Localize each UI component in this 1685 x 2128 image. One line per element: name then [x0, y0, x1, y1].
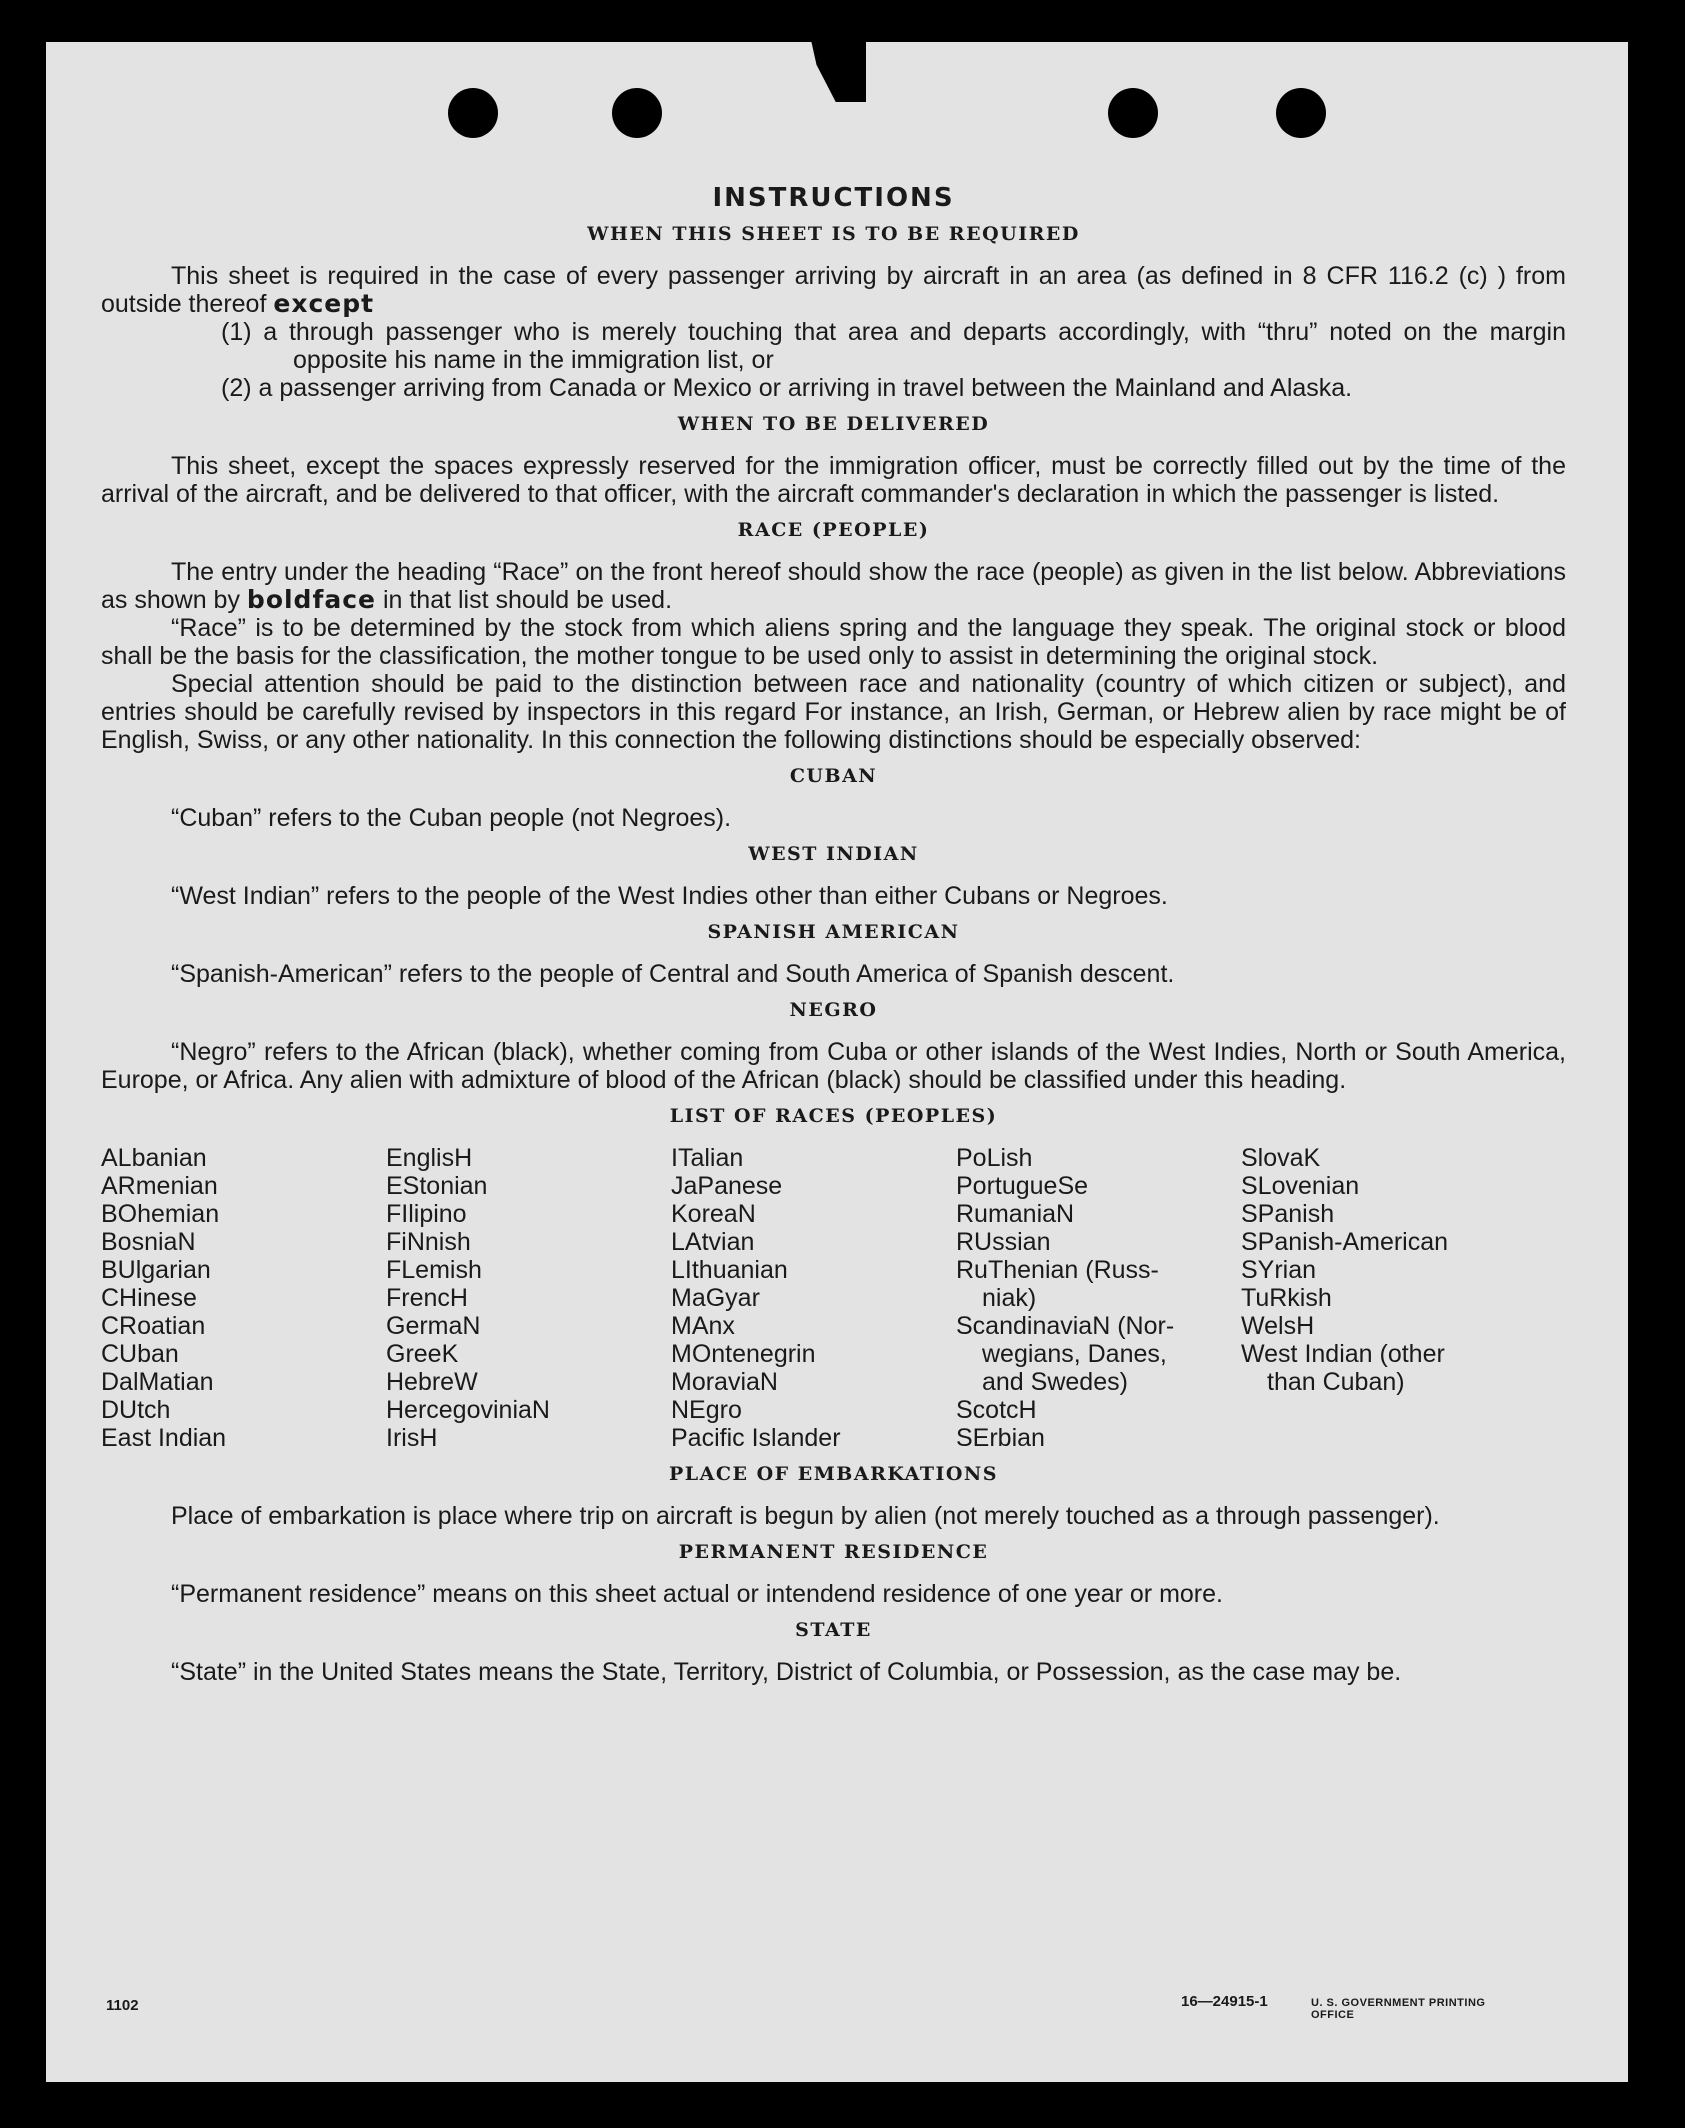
- paragraph: The entry under the heading “Race” on the front hereof should show the race (people) as given in the list below. Abbreviations as shown by boldface in that list should be used.: [101, 558, 1566, 614]
- race-item: BUlgarian: [101, 1256, 211, 1284]
- races-column: [956, 1144, 1241, 1452]
- race-item: ALbanian: [101, 1144, 207, 1172]
- section-heading: PLACE OF EMBARKATIONS: [669, 1463, 998, 1485]
- race-item: SPanish: [1241, 1200, 1335, 1228]
- race-item: East Indian: [101, 1424, 227, 1452]
- punch-hole: [448, 88, 498, 138]
- section-heading: WHEN TO BE DELIVERED: [677, 413, 990, 435]
- paragraph: “Permanent residence” means on this sheet actual or intendend residence of one year or more.: [171, 1580, 1223, 1608]
- race-item: NEgro: [671, 1396, 742, 1424]
- print-code: 16—24915-1: [1181, 1993, 1268, 2010]
- race-item: LAtvian: [671, 1228, 755, 1256]
- race-item: RuThenian (Russ-: [956, 1256, 1159, 1284]
- races-column: [1241, 1144, 1526, 1452]
- race-item: CUban: [101, 1340, 179, 1368]
- race-item: ScandinaviaN (Nor-: [956, 1312, 1175, 1340]
- race-item: EStonian: [386, 1172, 488, 1200]
- race-item: DalMatian: [101, 1368, 214, 1396]
- punch-hole: [1276, 88, 1326, 138]
- race-item: FiNnish: [386, 1228, 471, 1256]
- punch-hole: [612, 88, 662, 138]
- paragraph: This sheet, except the spaces expressly reserved for the immigration officer, must be correctly filled out by the time of the arrival of the aircraft, and be delivered to that officer, with the aircraft commander's declaration in which the passenger is listed.: [101, 452, 1566, 508]
- race-item: ITalian: [671, 1144, 744, 1172]
- race-item: FrencH: [386, 1284, 468, 1312]
- printer-imprint: U. S. GOVERNMENT PRINTING OFFICE: [1311, 1997, 1486, 2021]
- race-item: GreeK: [386, 1340, 459, 1368]
- paragraph: “Negro” refers to the African (black), whether coming from Cuba or other islands of the West Indies, North or South America, Europe, or Africa. Any alien with admixture of blood of the African (black) should be classified under this heading.: [101, 1038, 1566, 1094]
- section-heading: STATE: [795, 1619, 872, 1641]
- section-heading: WEST INDIAN: [748, 843, 919, 865]
- emphasis: except: [273, 289, 375, 318]
- races-column: [101, 1144, 386, 1452]
- race-item: MoraviaN: [671, 1368, 778, 1396]
- race-item: ScotcH: [956, 1396, 1037, 1424]
- section-heading: LIST OF RACES (PEOPLES): [669, 1105, 998, 1127]
- paragraph: Special attention should be paid to the distinction between race and nationality (country of which citizen or subject), and entries should be carefully revised by inspectors in this regard For instance, an Irish, German, or Hebrew alien by race might be of English, Swiss, or any other nationality. In this connection the following distinctions should be especially observed:: [101, 670, 1566, 754]
- race-item: SlovaK: [1241, 1144, 1321, 1172]
- races-column: [671, 1144, 956, 1452]
- race-item: Pacific Islander: [671, 1424, 841, 1452]
- paragraph: This sheet is required in the case of every passenger arriving by aircraft in an area (as defined in 8 CFR 116.2 (c) ) from outside thereof except: [101, 262, 1566, 318]
- race-item: CRoatian: [101, 1312, 206, 1340]
- race-item: SLovenian: [1241, 1172, 1360, 1200]
- paragraph: “Spanish-American” refers to the people of Central and South America of Spanish descent.: [171, 960, 1175, 988]
- race-item: SErbian: [956, 1424, 1045, 1452]
- section-heading: NEGRO: [789, 999, 878, 1021]
- race-item: SPanish-American: [1241, 1228, 1449, 1256]
- document-page: [46, 42, 1628, 2082]
- race-item: West Indian (other: [1241, 1340, 1445, 1368]
- emphasis: boldface: [246, 585, 376, 614]
- section-heading: WHEN THIS SHEET IS TO BE REQUIRED: [587, 223, 1080, 245]
- race-item: BosniaN: [101, 1228, 196, 1256]
- race-item: DUtch: [101, 1396, 171, 1424]
- race-item: FIlipino: [386, 1200, 467, 1228]
- race-item: CHinese: [101, 1284, 197, 1312]
- paragraph: “West Indian” refers to the people of the West Indies other than either Cubans or Negroes.: [171, 882, 1168, 910]
- race-item: ARmenian: [101, 1172, 218, 1200]
- paragraph: Place of embarkation is place where trip on aircraft is begun by alien (not merely touched as a through passenger).: [171, 1502, 1440, 1530]
- section-heading: RACE (PEOPLE): [737, 519, 930, 541]
- section-heading: PERMANENT RESIDENCE: [678, 1541, 989, 1563]
- races-column: [386, 1144, 671, 1452]
- paragraph: “Cuban” refers to the Cuban people (not Negroes).: [171, 804, 732, 832]
- list-item: (1) a through passenger who is merely touching that area and departs accordingly, with “thru” noted on the margin opposite his name in the immigration list, or: [221, 318, 1566, 374]
- race-item: PoLish: [956, 1144, 1033, 1172]
- race-item: GermaN: [386, 1312, 481, 1340]
- race-item: EnglisH: [386, 1144, 473, 1172]
- race-item: TuRkish: [1241, 1284, 1332, 1312]
- instructions-body: [101, 184, 1566, 1686]
- races-list: [101, 1144, 1566, 1452]
- race-item: HercegovinіaN: [386, 1396, 550, 1424]
- race-item: and Swedes): [982, 1368, 1128, 1396]
- race-item: MOntenegrin: [671, 1340, 816, 1368]
- list-item: (2) a passenger arriving from Canada or Mexico or arriving in travel between the Mainland and Alaska.: [221, 374, 1353, 402]
- race-item: PortugueSe: [956, 1172, 1089, 1200]
- race-item: WelsH: [1241, 1312, 1315, 1340]
- race-item: IrisH: [386, 1424, 438, 1452]
- race-item: SYrian: [1241, 1256, 1317, 1284]
- section-heading: SPANISH AMERICAN: [707, 921, 960, 943]
- race-item: RUssian: [956, 1228, 1051, 1256]
- race-item: FLemish: [386, 1256, 482, 1284]
- punch-hole: [1108, 88, 1158, 138]
- form-number: 1102: [106, 1997, 139, 2014]
- section-heading: CUBAN: [789, 765, 878, 787]
- race-item: niak): [982, 1284, 1037, 1312]
- race-item: JaPanese: [671, 1172, 783, 1200]
- race-item: KoreaN: [671, 1200, 756, 1228]
- race-item: HebreW: [386, 1368, 478, 1396]
- race-item: LIthuanian: [671, 1256, 788, 1284]
- paragraph: “State” in the United States means the State, Territory, District of Columbia, or Possession, as the case may be.: [171, 1658, 1402, 1686]
- race-item: wegians, Danes,: [982, 1340, 1167, 1368]
- race-item: BOhemian: [101, 1200, 220, 1228]
- race-item: than Cuban): [1267, 1368, 1405, 1396]
- race-item: MAnx: [671, 1312, 735, 1340]
- race-item: MaGyar: [671, 1284, 760, 1312]
- paragraph: “Race” is to be determined by the stock from which aliens spring and the language they speak. The original stock or blood shall be the basis for the classification, the mother tongue to be used only to assist in determining the original stock.: [101, 614, 1566, 670]
- page-notch: [811, 40, 866, 102]
- page-title: INSTRUCTIONS: [712, 183, 955, 213]
- race-item: RumaniaN: [956, 1200, 1075, 1228]
